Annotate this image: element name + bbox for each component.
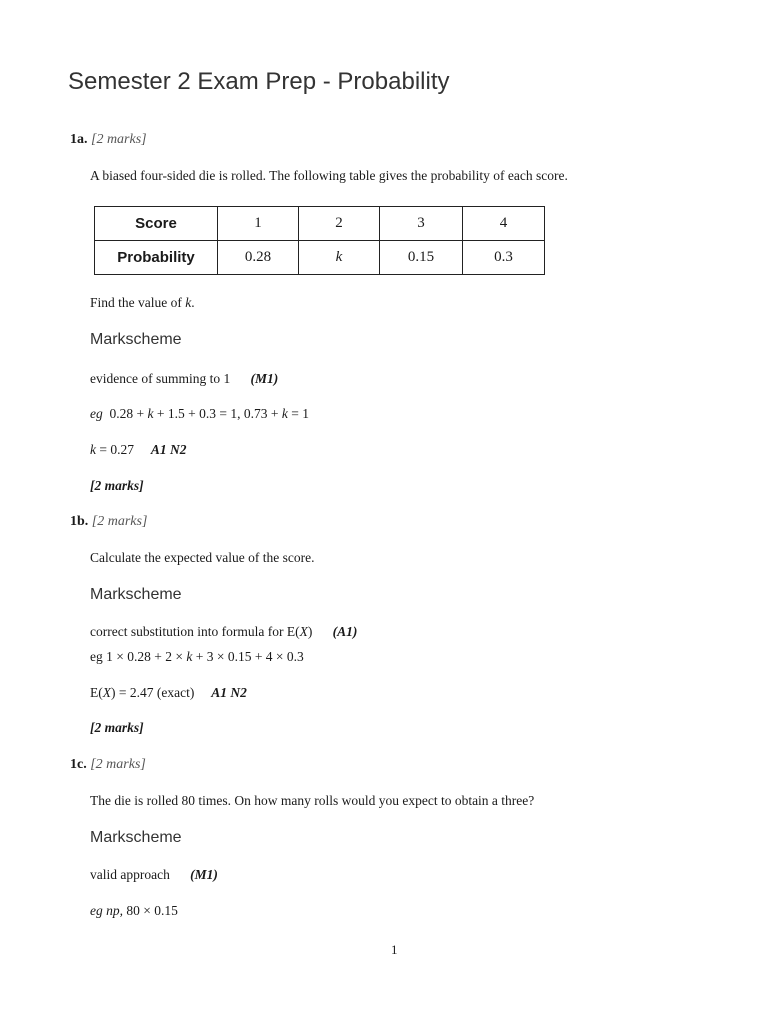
markscheme-text: + 1.5 + 0.3 = 1, 0.73 +: [153, 406, 282, 421]
markscheme-line: [90, 685, 247, 701]
markscheme-heading: Markscheme: [90, 829, 182, 846]
math-variable: X: [102, 685, 111, 700]
markscheme-text: eg 1 × 0.28 + 2 ×: [90, 649, 187, 664]
question-1b-prompt: Calculate the expected value of the score.: [90, 550, 315, 565]
markscheme-line: [90, 442, 187, 458]
question-1b-header: [70, 514, 147, 530]
markscheme-line: [90, 406, 309, 422]
mark-label: A1 N2: [150, 442, 187, 457]
markscheme-text: valid approach: [90, 867, 170, 882]
probability-table: [94, 206, 545, 275]
question-1c-prompt: The die is rolled 80 times. On how many rolls would you expect to obtain a three?: [90, 793, 535, 808]
markscheme-text: + 3 × 0.15 + 4 × 0.3: [192, 649, 304, 664]
question-marks: [2 marks]: [90, 757, 146, 772]
mark-label: A1 N2: [211, 685, 247, 700]
math-variable: k: [147, 406, 154, 421]
mark-label: (M1): [250, 371, 279, 386]
table-cell: 3: [380, 207, 463, 241]
markscheme-text: ) = 2.47 (exact): [111, 685, 195, 700]
eg-label: eg: [90, 406, 103, 421]
math-variable: k: [281, 406, 288, 421]
table-row: [95, 207, 545, 241]
total-marks: [2 marks]: [90, 720, 144, 735]
markscheme-text: 80 × 0.15: [123, 903, 178, 918]
question-marks: [2 marks]: [91, 514, 148, 529]
table-row: [95, 241, 545, 275]
table-cell: 2: [299, 207, 380, 241]
table-cell: 4: [463, 207, 545, 241]
markscheme-line: [90, 371, 278, 387]
markscheme-line: [90, 903, 178, 919]
question-1a-prompt: A biased four-sided die is rolled. The following table gives the probability of each score.: [90, 168, 568, 183]
table-cell: Probability: [95, 241, 218, 275]
question-1a-find: [90, 295, 195, 311]
table-cell: 0.3: [463, 241, 545, 275]
math-variable: k: [186, 649, 193, 664]
eg-label: eg np,: [90, 903, 123, 918]
find-text: Find the value of: [90, 295, 186, 310]
question-number: 1a.: [70, 132, 88, 147]
markscheme-text: = 1: [287, 406, 309, 421]
math-variable: k: [90, 442, 96, 457]
mark-label: (A1): [332, 624, 358, 639]
markscheme-text: evidence of summing to 1: [90, 371, 231, 386]
math-variable: X: [299, 624, 308, 639]
total-marks: [2 marks]: [90, 478, 144, 493]
markscheme-text: = 0.27: [96, 442, 134, 457]
markscheme-text: E(: [90, 685, 103, 700]
page-title: Semester 2 Exam Prep - Probability: [68, 68, 450, 95]
page-number: 1: [391, 942, 398, 957]
markscheme-line: [90, 624, 357, 640]
table-cell: k: [299, 241, 380, 275]
markscheme-heading: Markscheme: [90, 586, 182, 603]
markscheme-text: 0.28 +: [109, 406, 148, 421]
question-marks: [2 marks]: [91, 132, 147, 147]
table-cell: 0.28: [218, 241, 299, 275]
table-cell: 1: [218, 207, 299, 241]
question-1c-header: [70, 757, 146, 773]
markscheme-line: [90, 867, 218, 883]
question-1a-header: [70, 132, 147, 148]
table-cell: Score: [95, 207, 218, 241]
markscheme-text: correct substitution into formula for E(: [90, 624, 300, 639]
mark-label: (M1): [190, 867, 218, 882]
markscheme-text: ): [307, 624, 313, 639]
question-number: 1c.: [70, 757, 87, 772]
question-number: 1b.: [70, 514, 89, 529]
table-cell: 0.15: [380, 241, 463, 275]
markscheme-line: [90, 649, 304, 665]
find-punct: .: [191, 295, 195, 310]
markscheme-heading: Markscheme: [90, 331, 182, 348]
find-variable: k: [185, 295, 192, 310]
